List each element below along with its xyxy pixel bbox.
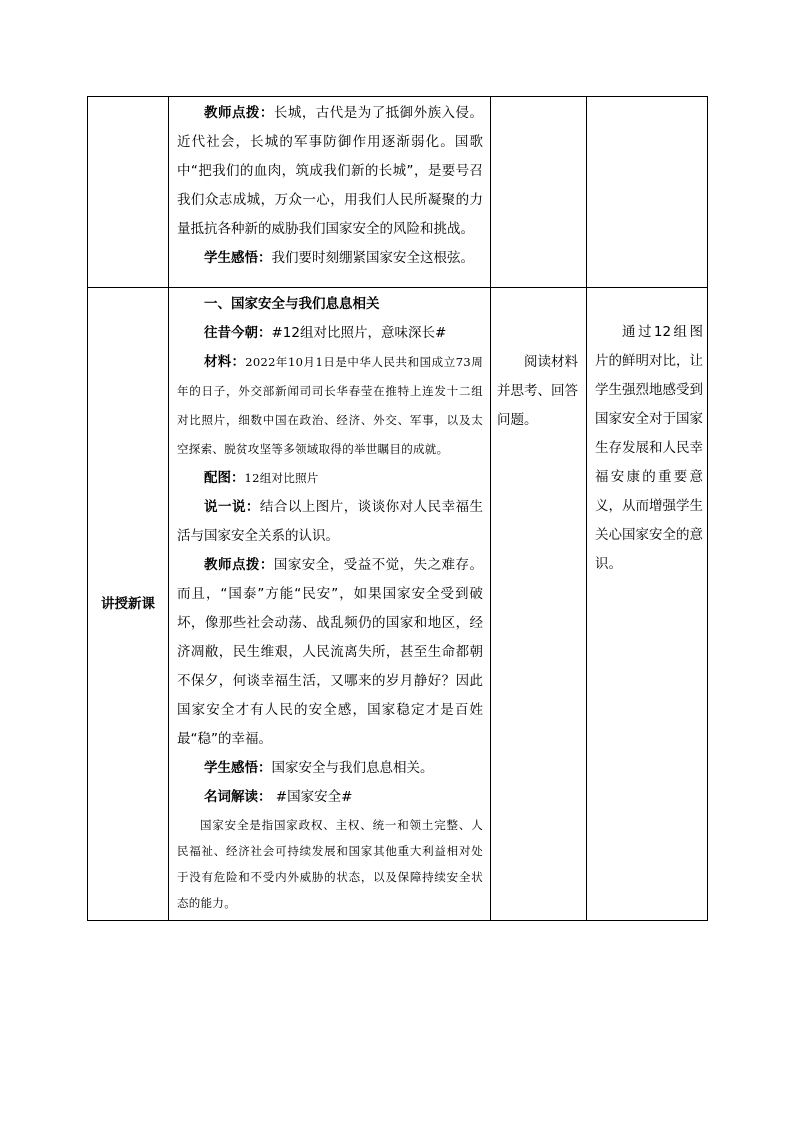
- teacher-comment-label: 教师点拨：: [204, 105, 274, 121]
- teacher-comment-text: 长城，古代是为了抵御外族入侵。近代社会，长城的军事防御作用逐渐弱化。国歌中“把我们的血肉，筑成我们新的长城”，是要号召我们众志成城，万众一心，用我们人民所凝聚的力量抵抗各种新的威胁我们国家安全的风险和挑战。: [177, 105, 484, 237]
- student-reflection-paragraph: [177, 754, 483, 783]
- content-cell: [169, 97, 491, 288]
- material-label: 材料：: [204, 354, 246, 370]
- past-present-label: 往昔今朝：: [204, 325, 272, 341]
- student-reflection-label: 学生感悟：: [204, 250, 272, 266]
- term-paragraph: [177, 783, 483, 812]
- lesson-plan-table: [87, 96, 708, 921]
- material-paragraph: [177, 348, 483, 464]
- material-text: 2022年10月1日是中华人民共和国成立73周年的日子，外交部新闻司司长华春莹在推特上连发十二组对比照片，细数中国在政治、经济、外交、军事，以及太空探索、脱贫攻坚等多领域取得的举世瞩目的成就。: [177, 355, 484, 456]
- student-activity-text: 阅读材料并思考、回答问题。: [497, 354, 578, 428]
- teacher-comment-paragraph: [177, 551, 483, 754]
- teacher-comment-paragraph: [177, 99, 483, 244]
- student-reflection-text: 国家安全与我们息息相关。: [271, 760, 434, 776]
- talk-paragraph: [177, 493, 483, 551]
- section-cell-empty: [88, 97, 169, 288]
- table-row: [88, 97, 708, 288]
- image-paragraph: [177, 464, 483, 493]
- term-definition: 国家安全是指国家政权、主权、统一和领土完整、人民福祉、经济社会可持续发展和国家其他重大利益相对处于没有危险和不受内外威胁的状态，以及保障持续安全状态的能力。: [177, 818, 483, 910]
- design-cell-empty: [587, 97, 708, 288]
- teacher-comment-text: 国家安全，受益不觉，失之难存。而且，“国泰”方能“民安”，如果国家安全受到破坏，像那些社会动荡、战乱频仍的国家和地区，经济凋敝，民生维艰，人民流离失所，甚至生命都朝不保夕，何谈幸福生活，又哪来的岁月静好？因此国家安全才有人民的安全感，国家稳定才是百姓最“稳”的幸福。: [177, 557, 484, 747]
- section-heading: 一、国家安全与我们息息相关: [204, 296, 380, 312]
- talk-text: 结合以上图片，谈谈你对人民幸福生活与国家安全关系的认识。: [177, 499, 484, 544]
- activity-cell-empty: [491, 97, 587, 288]
- term-label: 名词解读：: [204, 789, 272, 805]
- image-text: 12组对比照片: [244, 471, 319, 485]
- image-label: 配图：: [204, 470, 245, 486]
- past-present-paragraph: [177, 319, 483, 348]
- student-reflection-label: 学生感悟：: [204, 760, 272, 776]
- content-cell: [169, 288, 491, 921]
- design-intent-text: 通过12组图片的鲜明对比，让学生强烈地感受到国家安全对于国家生存发展和人民幸福安康的重要意义，从而增强学生关心国家安全的意识。: [595, 324, 703, 572]
- table-row: [88, 288, 708, 921]
- term-text: #国家安全#: [271, 789, 353, 805]
- teacher-comment-label: 教师点拨：: [204, 557, 274, 573]
- activity-cell: [491, 288, 587, 921]
- design-cell: [587, 288, 708, 921]
- past-present-text: #12组对比照片，意味深长#: [271, 325, 447, 341]
- student-reflection-paragraph: [177, 244, 483, 273]
- section-name: 讲授新课: [88, 288, 169, 921]
- talk-label: 说一说：: [204, 499, 260, 515]
- student-reflection-text: 我们要时刻绷紧国家安全这根弦。: [271, 250, 474, 266]
